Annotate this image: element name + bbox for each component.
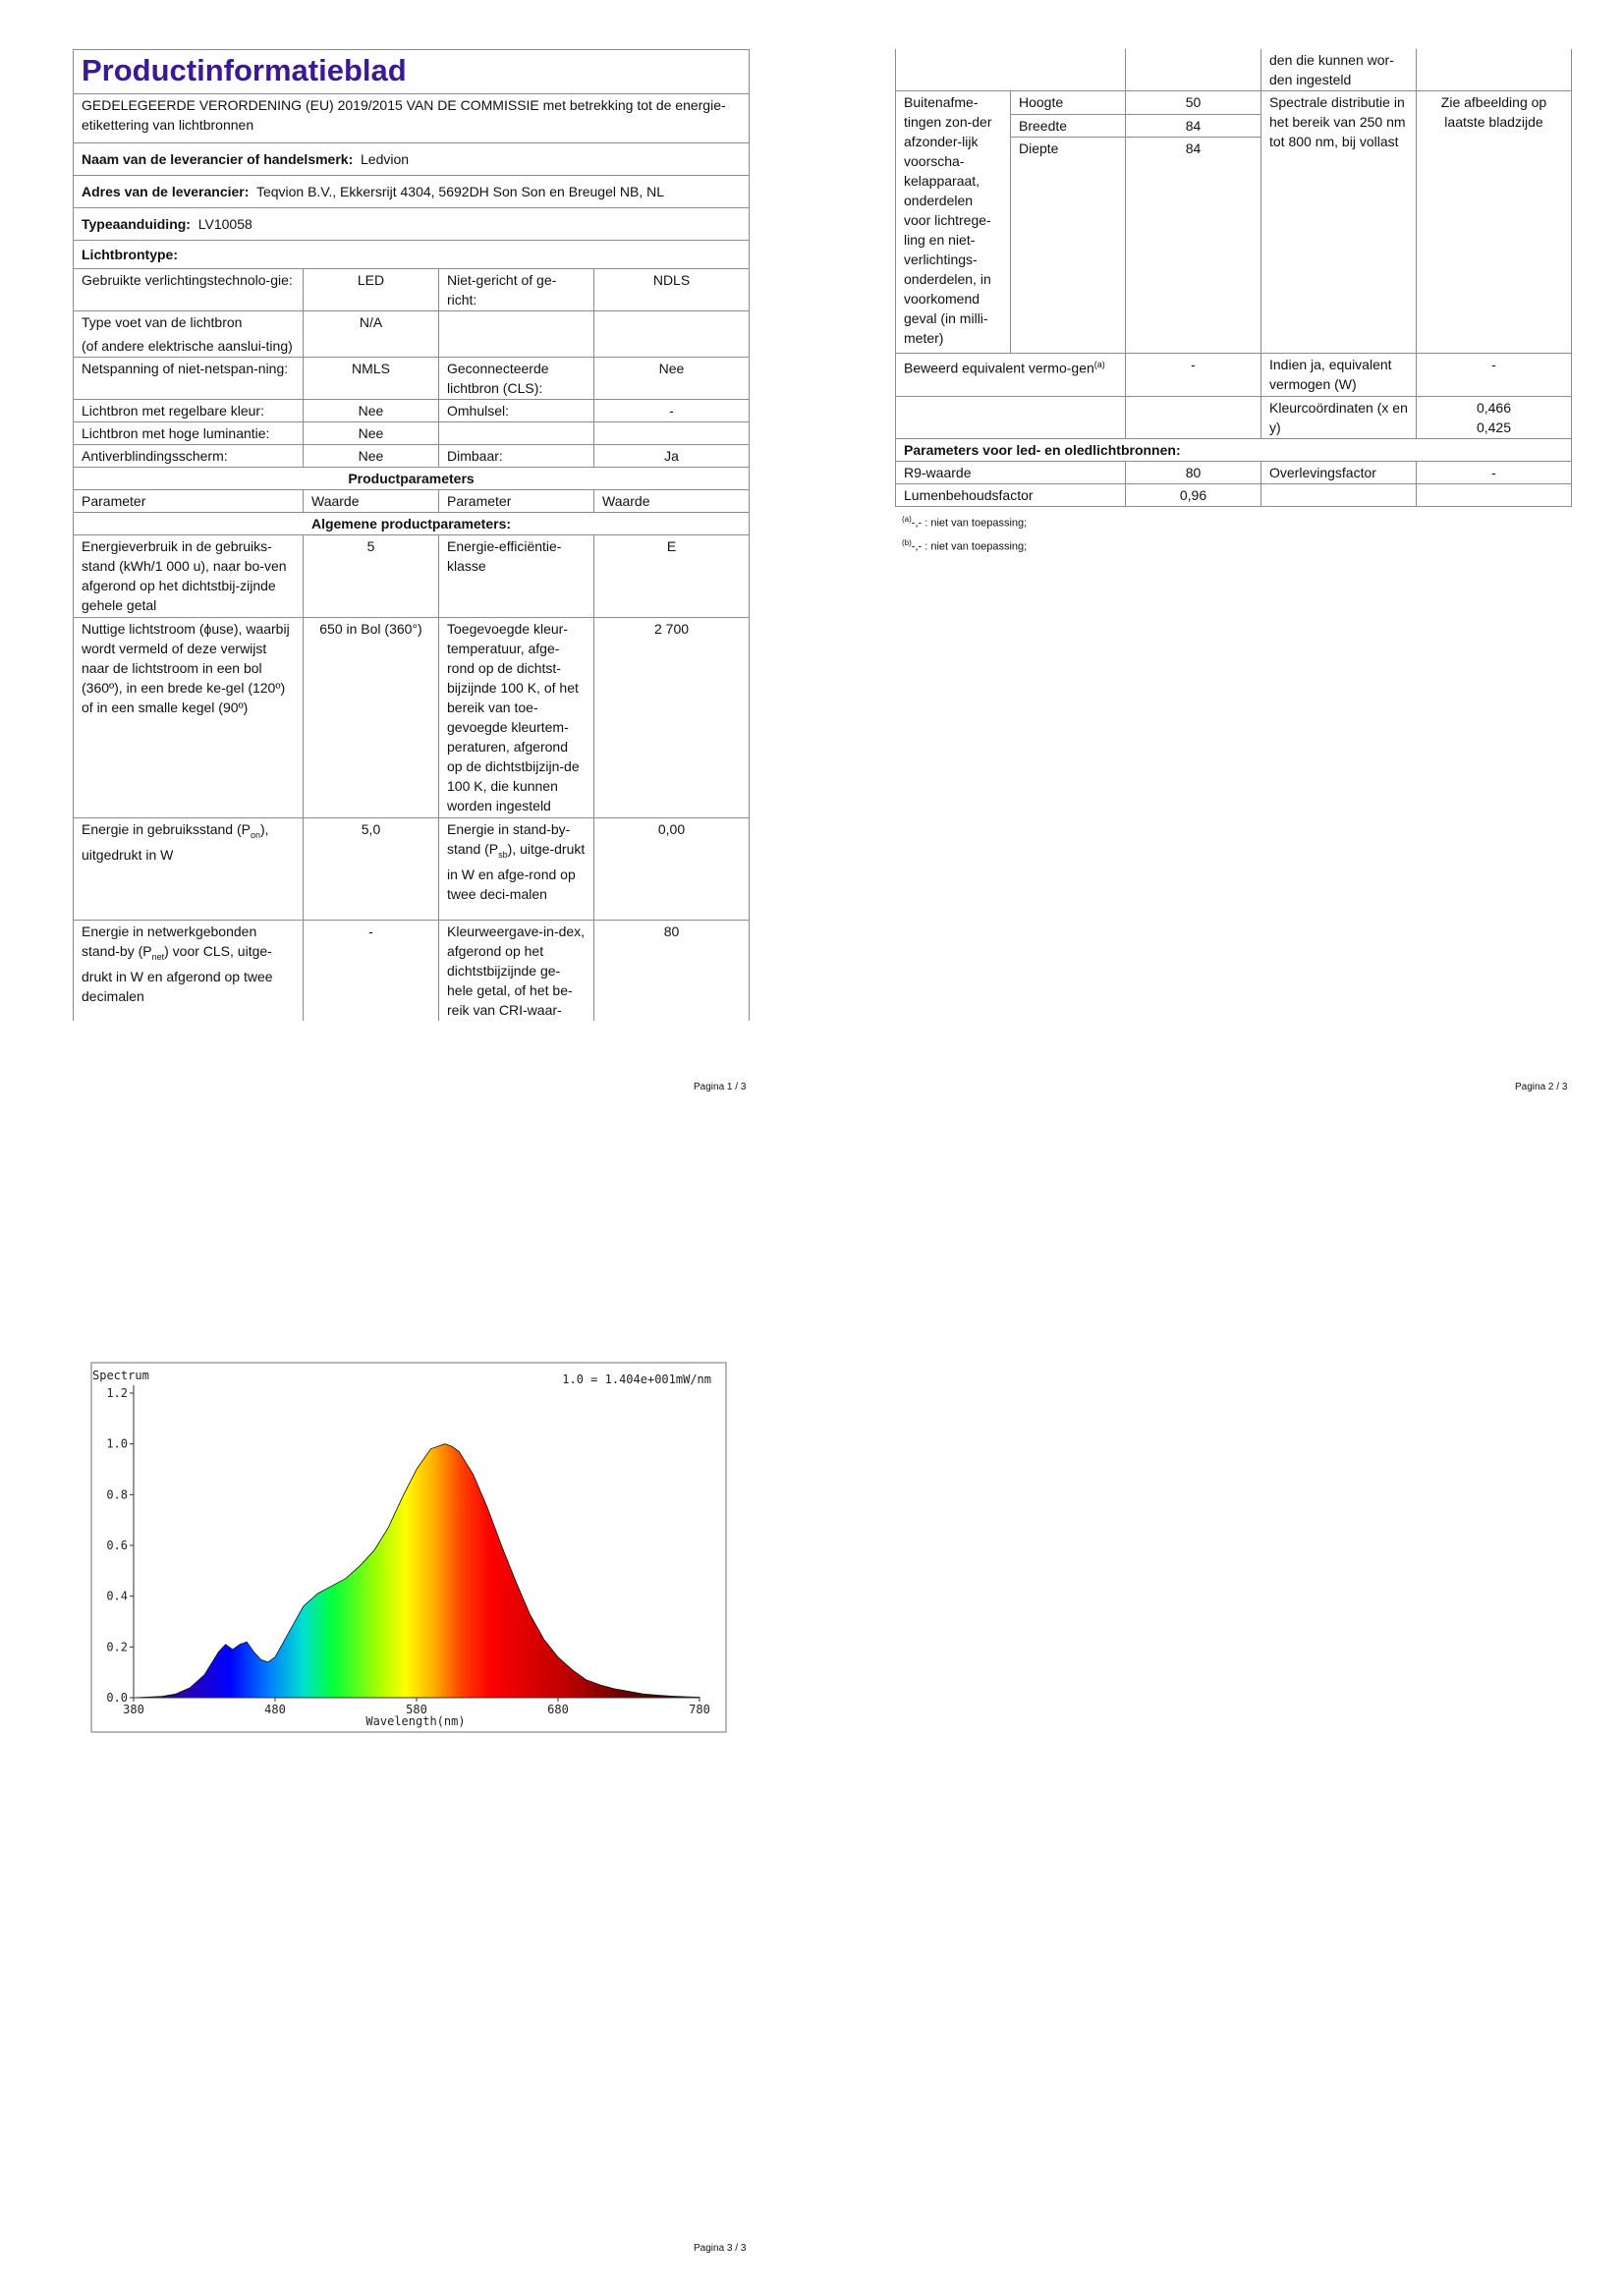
- psb-label: [439, 818, 594, 921]
- footnote-a-text: -,- : niet van toepassing;: [911, 517, 1028, 530]
- psb-sub: sb: [498, 849, 508, 860]
- page-1: [73, 49, 749, 1021]
- width-value: 84: [1126, 114, 1261, 138]
- energy-label: Energieverbruik in de gebruiks-stand (kWh/1 000 u), naar bo-ven afgerond op het dichtstbij-zijnde gehele getal: [74, 535, 304, 618]
- pon-label-a: Energie in gebruiksstand (P: [82, 821, 251, 837]
- spectrum-chart: [90, 1362, 729, 1735]
- height-value: 50: [1126, 91, 1261, 115]
- x-tick-label: 580: [406, 1703, 427, 1716]
- y-tick-label: 0.4: [106, 1589, 128, 1603]
- general-params-heading: Algemene productparameters:: [74, 513, 750, 535]
- address-value: Teqvion B.V., Ekkersrijt 4304, 5692DH Son Son en Breugel NB, NL: [255, 184, 665, 199]
- cont-text: den die kunnen wor-den ingesteld: [1261, 49, 1417, 91]
- cct-value: 2 700: [594, 618, 750, 818]
- product-info-table-page-1: [73, 49, 750, 1021]
- chroma-x: 0,466: [1476, 400, 1512, 416]
- r9-value: 80: [1126, 462, 1261, 484]
- led-params-heading: Parameters voor led- en oledlichtbronnen:: [896, 439, 1572, 462]
- x-tick-label: 780: [689, 1703, 710, 1716]
- equiv-label: Indien ja, equivalent vermogen (W): [1261, 354, 1417, 397]
- envelope-label: Omhulsel:: [439, 400, 594, 422]
- empty-cell: [594, 311, 750, 358]
- page-2: [895, 49, 1571, 507]
- cap-label-cell: [74, 311, 304, 358]
- nondirect-label: Niet-gericht of ge-richt:: [439, 269, 594, 311]
- dim-value: Ja: [594, 445, 750, 468]
- chroma-y: 0,425: [1476, 420, 1512, 435]
- spd-label: Spectrale distributie in het bereik van 250 nm tot 800 nm, bij vollast: [1261, 91, 1417, 354]
- chart-title: Spectrum: [92, 1369, 149, 1382]
- y-tick-label: 0.0: [106, 1691, 128, 1705]
- psb-value: 0,00: [594, 818, 750, 921]
- claim-label: [896, 354, 1126, 397]
- model-value: LV10058: [197, 216, 252, 232]
- outer-dims-label: Buitenafme-tingen zon-der afzonder-lijk voorscha-kelapparaat, onderdelen voor lichtrege-ling en niet-verlichtings-onderdelen, in voorkomend geval (in milli-meter): [896, 91, 1011, 354]
- eclass-label: Energie-efficiëntie-klasse: [439, 535, 594, 618]
- page-number-1: Pagina 1 / 3: [694, 1082, 747, 1092]
- energy-value: 5: [304, 535, 439, 618]
- y-tick-label: 1.0: [106, 1436, 128, 1451]
- supplier-label: Naam van de leverancier of handelsmerk:: [82, 151, 354, 167]
- model-label: Typeaanduiding:: [82, 216, 191, 232]
- col-header-value: Waarde: [594, 490, 750, 513]
- lumen-value: 0,96: [1126, 484, 1261, 507]
- cct-label: Toegevoegde kleur-temperatuur, afge-rond op de dichtst-bijzijnde 100 K, of het bereik van toe-gevoegde kleurtem-peraturen, afgerond op de dichtstbijzijn-de 100 K, die kunnen worden ingesteld: [439, 618, 594, 818]
- depth-label: Diepte: [1011, 138, 1126, 354]
- col-header-param: Parameter: [74, 490, 304, 513]
- empty-cell: [1417, 484, 1572, 507]
- supplier-value: Ledvion: [361, 151, 410, 167]
- pon-label: [74, 818, 304, 921]
- depth-value: 84: [1126, 138, 1261, 354]
- claim-value: -: [1126, 354, 1261, 397]
- survival-label: Overlevingsfactor: [1261, 462, 1417, 484]
- claim-label-a: Beweerd equivalent vermo-gen: [904, 360, 1094, 376]
- chroma-value: [1417, 397, 1572, 439]
- y-tick-label: 1.2: [106, 1386, 128, 1400]
- cri-value: 80: [594, 921, 750, 1022]
- glare-label: Antiverblindingsscherm:: [74, 445, 304, 468]
- flux-label: Nuttige lichtstroom (ϕuse), waarbij wordt vermeld of deze verwijst naar de lichtstroom in een bol (360º), in een brede ke-gel (120º) of in een smalle kegel (90º): [74, 618, 304, 818]
- pnet-sub: net: [151, 951, 165, 962]
- pon-sub: on: [251, 829, 261, 840]
- glare-value: Nee: [304, 445, 439, 468]
- page-title: Productinformatieblad: [74, 50, 750, 94]
- y-tick-label: 0.2: [106, 1640, 128, 1654]
- empty-cell: [896, 49, 1126, 91]
- x-tick-label: 380: [123, 1703, 144, 1716]
- address-label: Adres van de leverancier:: [82, 184, 250, 199]
- pon-label-b: ), uitgedrukt in W: [82, 821, 269, 863]
- y-tick-label: 0.8: [106, 1487, 128, 1502]
- lightsource-type-label: Lichtbrontype:: [74, 241, 750, 269]
- tech-label: Gebruikte verlichtingstechnolo-gie:: [74, 269, 304, 311]
- x-tick-label: 480: [264, 1703, 286, 1716]
- footnote-a-sup: (a): [902, 515, 912, 524]
- lumen-label: Lumenbehoudsfactor: [896, 484, 1126, 507]
- eclass-value: E: [594, 535, 750, 618]
- pnet-label-a: Energie in netwerkgebonden stand-by (P: [82, 924, 257, 959]
- cap-label-2: (of andere elektrische aanslui-ting): [82, 338, 293, 354]
- page-number-3: Pagina 3 / 3: [694, 2243, 747, 2254]
- footnote-b: [902, 536, 1027, 554]
- x-axis-label: Wavelength(nm): [365, 1714, 466, 1728]
- empty-cell: [439, 311, 594, 358]
- chart-annotation: 1.0 = 1.404e+001mW/nm: [562, 1372, 711, 1386]
- cri-label: Kleurweergave-in-dex, afgerond op het dichtstbijzijnde ge-hele getal, of het be-reik van CRI-waar-: [439, 921, 594, 1022]
- address-row: [74, 176, 750, 208]
- dim-label: Dimbaar:: [439, 445, 594, 468]
- cls-label: Geconnecteerde lichtbron (CLS):: [439, 358, 594, 400]
- product-info-table-page-2: [895, 49, 1572, 507]
- spd-value: Zie afbeelding op laatste bladzijde: [1417, 91, 1572, 354]
- cls-value: Nee: [594, 358, 750, 400]
- empty-cell: [594, 422, 750, 445]
- nondirect-value: NDLS: [594, 269, 750, 311]
- psb-label-b: ), uitge-drukt in W en afge-rond op twee deci-malen: [447, 841, 586, 902]
- model-row: [74, 208, 750, 241]
- empty-cell: [439, 422, 594, 445]
- col-header-param: Parameter: [439, 490, 594, 513]
- supplier-row: [74, 143, 750, 176]
- empty-cell: [1261, 484, 1417, 507]
- colour-value: Nee: [304, 400, 439, 422]
- pnet-label-b: ) voor CLS, uitge-drukt in W en afgerond op twee decimalen: [82, 943, 273, 1004]
- empty-cell: [1126, 397, 1261, 439]
- footnote-a: [902, 513, 1027, 531]
- footnote-b-sup: (b): [902, 538, 912, 547]
- regulation-text: GEDELEGEERDE VERORDENING (EU) 2019/2015 VAN DE COMMISSIE met betrekking tot de energie-etikettering van lichtbronnen: [74, 94, 750, 143]
- footnote-b-text: -,- : niet van toepassing;: [911, 540, 1028, 553]
- tech-value: LED: [304, 269, 439, 311]
- col-header-value: Waarde: [304, 490, 439, 513]
- highlum-value: Nee: [304, 422, 439, 445]
- equiv-value: -: [1417, 354, 1572, 397]
- empty-cell: [1126, 49, 1261, 91]
- cap-value: N/A: [304, 311, 439, 358]
- width-label: Breedte: [1011, 114, 1126, 138]
- mains-label: Netspanning of niet-netspan-ning:: [74, 358, 304, 400]
- height-label: Hoogte: [1011, 91, 1126, 115]
- psb-label-a: Energie in stand-by-stand (P: [447, 821, 571, 857]
- chroma-label: Kleurcoördinaten (x en y): [1261, 397, 1417, 439]
- empty-cell: [1417, 49, 1572, 91]
- x-tick-label: 680: [547, 1703, 569, 1716]
- page-number-2: Pagina 2 / 3: [1515, 1082, 1568, 1092]
- cap-label: Type voet van de lichtbron: [82, 314, 243, 330]
- r9-label: R9-waarde: [896, 462, 1126, 484]
- envelope-value: -: [594, 400, 750, 422]
- pnet-label: [74, 921, 304, 1022]
- colour-label: Lichtbron met regelbare kleur:: [74, 400, 304, 422]
- empty-cell: [896, 397, 1126, 439]
- mains-value: NMLS: [304, 358, 439, 400]
- y-tick-label: 0.6: [106, 1539, 128, 1552]
- flux-value: 650 in Bol (360°): [304, 618, 439, 818]
- highlum-label: Lichtbron met hoge luminantie:: [74, 422, 304, 445]
- survival-value: -: [1417, 462, 1572, 484]
- pon-value: 5,0: [304, 818, 439, 921]
- claim-sup: (a): [1093, 360, 1105, 369]
- product-params-heading: Productparameters: [74, 468, 750, 490]
- pnet-value: -: [304, 921, 439, 1022]
